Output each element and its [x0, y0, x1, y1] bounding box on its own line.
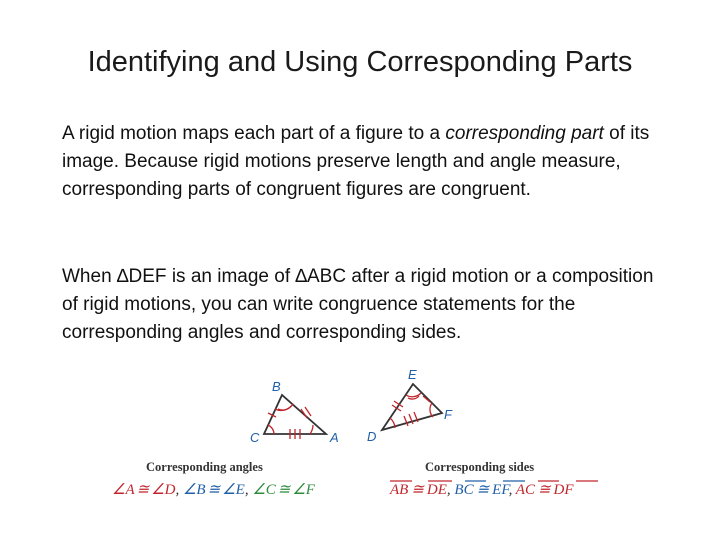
emphasis-part: part: [571, 123, 604, 144]
triangle-def: [367, 367, 453, 444]
side-ef-label: EF: [492, 482, 509, 498]
side-bc-tick: [268, 413, 276, 417]
side-df-label: DF: [553, 482, 574, 498]
angle-a-mark: [310, 425, 313, 434]
triangle-abc-outline: [264, 395, 326, 434]
side-de-ticks: [392, 401, 403, 411]
triangle-def-outline: [382, 384, 442, 430]
side-statements: AB ≅ DE, BC ≅ EF, AC ≅ DF: [390, 482, 574, 498]
vertex-d-label: D: [367, 429, 377, 444]
corresponding-angles-heading: Corresponding angles: [146, 460, 263, 474]
side-ab-label: AB: [390, 482, 409, 498]
vertex-f-label: F: [444, 407, 452, 422]
paragraph-congruence-statements: When ∆DEF is an image of ∆ABC after a rigid motion or a composition of rigid motions, you can write congruence statements for the corresponding angles and corresponding sides.: [62, 266, 654, 343]
side-bc-label: BC: [454, 482, 474, 498]
angle-a-label: ∠A: [112, 482, 135, 498]
vertex-b-label: B: [272, 379, 281, 394]
emphasis-corresponding: corresponding: [445, 123, 566, 144]
side-ac-label: AC: [515, 482, 535, 498]
angle-c-label: ∠C: [252, 482, 276, 498]
side-df-ticks: [404, 412, 418, 426]
side-ab-ticks: [301, 407, 311, 418]
angle-f-label: ∠F: [292, 482, 315, 498]
corresponding-sides-group: [389, 460, 598, 498]
angle-be-congruent-symbol: ≅: [207, 482, 221, 498]
paragraph1-text-2: of its image. Because rigid motions preserve length and angle measure, corresponding parts of congruent figures are congruent.: [62, 123, 650, 200]
angle-d-mark: [390, 418, 395, 428]
side-ac-df-congruent-symbol: ≅: [537, 482, 551, 498]
paragraph-rigid-motion: [62, 120, 662, 204]
angle-e-label: ∠E: [222, 482, 245, 498]
side-ab-de-congruent-symbol: ≅: [411, 482, 424, 498]
angle-b-label: ∠B: [182, 482, 206, 498]
vertex-c-label: C: [250, 430, 260, 445]
vertex-a-label: A: [330, 430, 339, 445]
angle-e-mark: [406, 393, 421, 397]
side-ef-tick: [423, 396, 430, 402]
corresponding-sides-heading: Corresponding sides: [425, 460, 535, 474]
angle-f-mark: [430, 403, 433, 417]
slide-title: Identifying and Using Corresponding Parts: [87, 46, 633, 78]
corresponding-angles-group: [112, 460, 316, 498]
side-de-label: DE: [426, 482, 447, 498]
side-bc-ef-congruent-symbol: ≅: [476, 482, 490, 498]
angle-e-mark-inner: [408, 396, 419, 399]
vertex-e-label: E: [408, 367, 417, 382]
angle-cf-congruent-symbol: ≅: [277, 482, 291, 498]
angle-statements: ∠A ≅ ∠D, ∠B ≅ ∠E, ∠C ≅ ∠F: [112, 482, 315, 498]
angle-b-mark-inner: [278, 406, 291, 410]
angle-c-mark: [268, 425, 274, 434]
triangle-abc: [250, 379, 339, 445]
angle-ad-congruent-symbol: ≅: [136, 482, 150, 498]
paragraph1-text-1: A rigid motion maps each part of a figure to a: [62, 123, 446, 144]
side-ac-ticks: [290, 429, 300, 439]
angle-b-mark: [275, 404, 293, 410]
angle-d-label: ∠D: [151, 482, 176, 498]
